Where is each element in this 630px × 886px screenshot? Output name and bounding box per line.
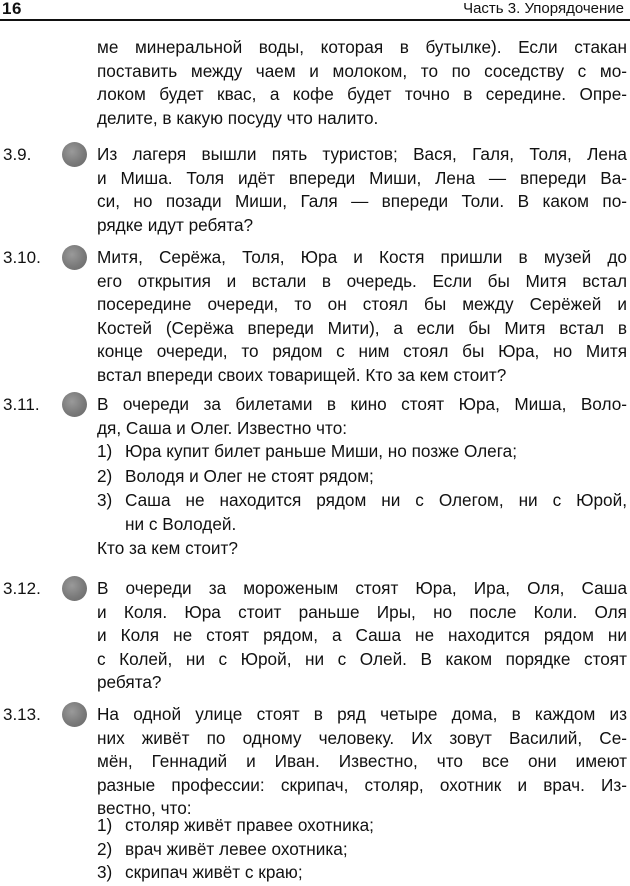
text-line: скрипач живёт с краю; [125,862,303,882]
problem-text [97,393,627,440]
list-marker: 2) [97,839,113,859]
difficulty-dot-icon [62,392,87,417]
text-line: локом будет квас, а кофе будет точно в середине. Опре- [97,84,627,105]
text-line: врач живёт левее охотника; [125,839,348,859]
text-line: дя, Саша и Олег. Известно что: [97,417,348,438]
text-line: мён, Геннадий и Иван. Известно, что все они имеют [97,751,627,772]
text-line: Костей (Серёжа впереди Мити), а если бы Митя встал в [97,317,627,338]
list-marker: 1) [97,815,113,835]
text-line: рядке идут ребята? [97,214,254,235]
difficulty-dot-icon [62,702,87,727]
text-line: На одной улице стоят в ряд четыре дома, в каждом из [97,704,627,724]
text-line: поставить между чаем и молоком, то по соседству с мо- [97,60,627,81]
text-line: Саша не находится рядом ни с Олегом, ни с Юрой, [125,490,627,510]
problem-text [97,143,627,237]
problem-number: 3.11. [3,395,40,414]
difficulty-dot-icon [62,245,87,270]
list-marker: 3) [97,490,113,510]
text-line: с Колей, ни с Юрой, ни с Олей. В каком порядке стоят [97,648,627,669]
text-line: Митя, Серёжа, Толя, Юра и Костя пришли в музей до [97,247,627,267]
text-line: В очереди за билетами в кино стоят Юра, Миша, Воло- [97,394,627,414]
text-line: делите, в какую посуду что налито. [97,107,379,128]
text-line: них живёт по одному человеку. Их зовут Василий, Се- [97,727,627,748]
text-line: разные профессии: скрипач, столяр, охотник и врач. Из- [97,774,627,795]
text-line: и Миша. Толя идёт впереди Миши, Лена — впереди Ва- [97,167,627,188]
problem-text [97,577,627,695]
text-line: вестно, что: [97,798,192,819]
problem-number: 3.12. [3,579,41,598]
list-marker: 3) [97,862,113,882]
text-line: и Коля не стоят рядом, а Саша не находится рядом ни [97,625,627,646]
problem-text [97,246,627,388]
text-line: Из лагеря вышли пять туристов; Вася, Галя, Толя, Лена [97,144,627,164]
text-line: столяр живёт правее охотника; [125,815,374,835]
list-marker: 2) [97,466,113,486]
text-line: Кто за кем стоит? [97,538,238,558]
difficulty-dot-icon [62,142,87,167]
text-line: Юра купит билет раньше Миши, но позже Олега; [125,441,517,461]
problem-number: 3.10. [3,248,41,267]
page-header [0,0,630,22]
text-line: и Коля. Юра стоит раньше Иры, но после Коли. Оля [97,601,627,622]
text-line: ме минеральной воды, которая в бутылке). Если стакан [97,37,627,57]
difficulty-dot-icon [62,576,87,601]
text-line: ни с Володей. [125,513,237,534]
text-line: ребята? [97,672,162,693]
text-line: конце очереди, то рядом с ним стоял бы Юра, но Митя [97,341,627,362]
header-rule [0,19,630,21]
problem-closing [97,537,627,561]
running-title: Часть 3. Упорядочение [463,0,624,17]
page-number: 16 [2,0,22,18]
problem-text [97,703,627,821]
text-line: его открытия и встали в очередь. Если бы Митя встал [97,270,627,291]
text-line: посередине очереди, то он стоял бы между Серёжей и [97,294,627,315]
problem-number: 3.9. [3,145,32,164]
problem-number: 3.13. [3,705,41,724]
text-line: В очереди за мороженым стоят Юра, Ира, Оля, Саша [97,578,627,598]
text-line: Володя и Олег не стоят рядом; [125,466,374,486]
text-line: встал впереди своих товарищей. Кто за кем стоит? [97,364,507,385]
text-line: си, но позади Миши, Галя — впереди Толи. В каком по- [97,191,627,212]
list-marker: 1) [97,441,113,461]
intro-paragraph [97,36,627,130]
